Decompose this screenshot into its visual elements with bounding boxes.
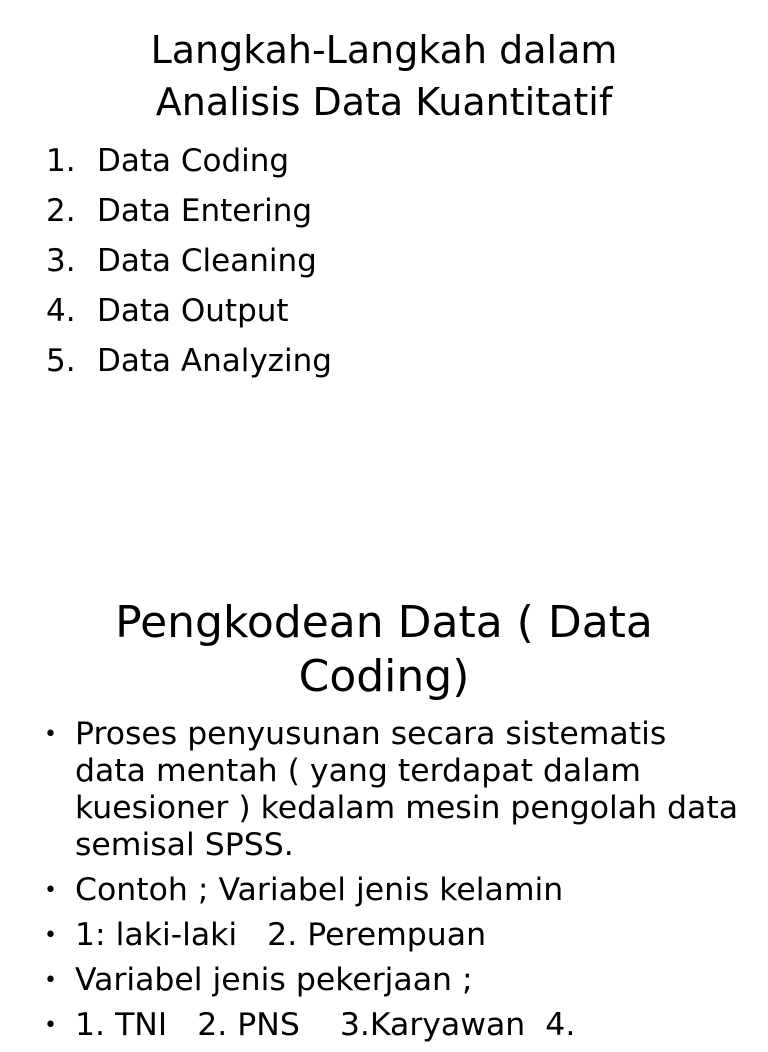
- bullet-item: [0, 872, 768, 909]
- steps-list: [46, 136, 332, 386]
- slide-1-title-line-2: Analisis Data Kuantitatif: [155, 80, 613, 124]
- bullet-text: Variabel jenis pekerjaan ;: [75, 962, 473, 998]
- bullet-text: 1. TNI 2. PNS 3.Karyawan 4.: [75, 1007, 576, 1043]
- slide-1: [0, 0, 768, 512]
- bullet-text: Proses penyusunan secara sistematis data mentah ( yang terdapat dalam kuesioner ) kedalam mesin pengolah data semisal SPSS.: [75, 716, 739, 863]
- bullet-text: 1: laki-laki 2. Perempuan: [75, 917, 487, 953]
- slide-2: [0, 512, 768, 1043]
- bullet-icon: •: [44, 923, 57, 948]
- bullet-icon: •: [44, 968, 57, 993]
- slide-2-title: [0, 596, 768, 704]
- slide-2-title-line-2: Coding): [298, 651, 470, 702]
- step-label: Data Cleaning: [97, 243, 317, 279]
- step-label: Data Analyzing: [97, 343, 332, 379]
- step-number: 1.: [46, 143, 76, 179]
- bullet-item: [0, 1007, 768, 1044]
- step-item: [46, 336, 332, 386]
- step-number: 5.: [46, 343, 76, 379]
- bullet-icon: •: [44, 722, 57, 747]
- step-number: 3.: [46, 243, 76, 279]
- bullet-list: [0, 716, 768, 1052]
- bullet-item: [0, 716, 768, 864]
- step-item: [46, 286, 332, 336]
- slide-1-title: [0, 24, 768, 128]
- bullet-item: [0, 962, 768, 999]
- bullet-icon: •: [44, 1013, 57, 1038]
- slide-1-title-line-1: Langkah-Langkah dalam: [150, 28, 618, 72]
- step-number: 4.: [46, 293, 76, 329]
- step-item: [46, 186, 332, 236]
- bullet-icon: •: [44, 878, 57, 903]
- step-label: Data Entering: [97, 193, 313, 229]
- step-item: [46, 136, 332, 186]
- step-item: [46, 236, 332, 286]
- step-label: Data Coding: [97, 143, 290, 179]
- bullet-item: [0, 917, 768, 954]
- step-label: Data Output: [97, 293, 289, 329]
- slide-2-title-line-1: Pengkodean Data ( Data: [115, 597, 653, 648]
- bullet-text: Contoh ; Variabel jenis kelamin: [75, 872, 564, 908]
- step-number: 2.: [46, 193, 76, 229]
